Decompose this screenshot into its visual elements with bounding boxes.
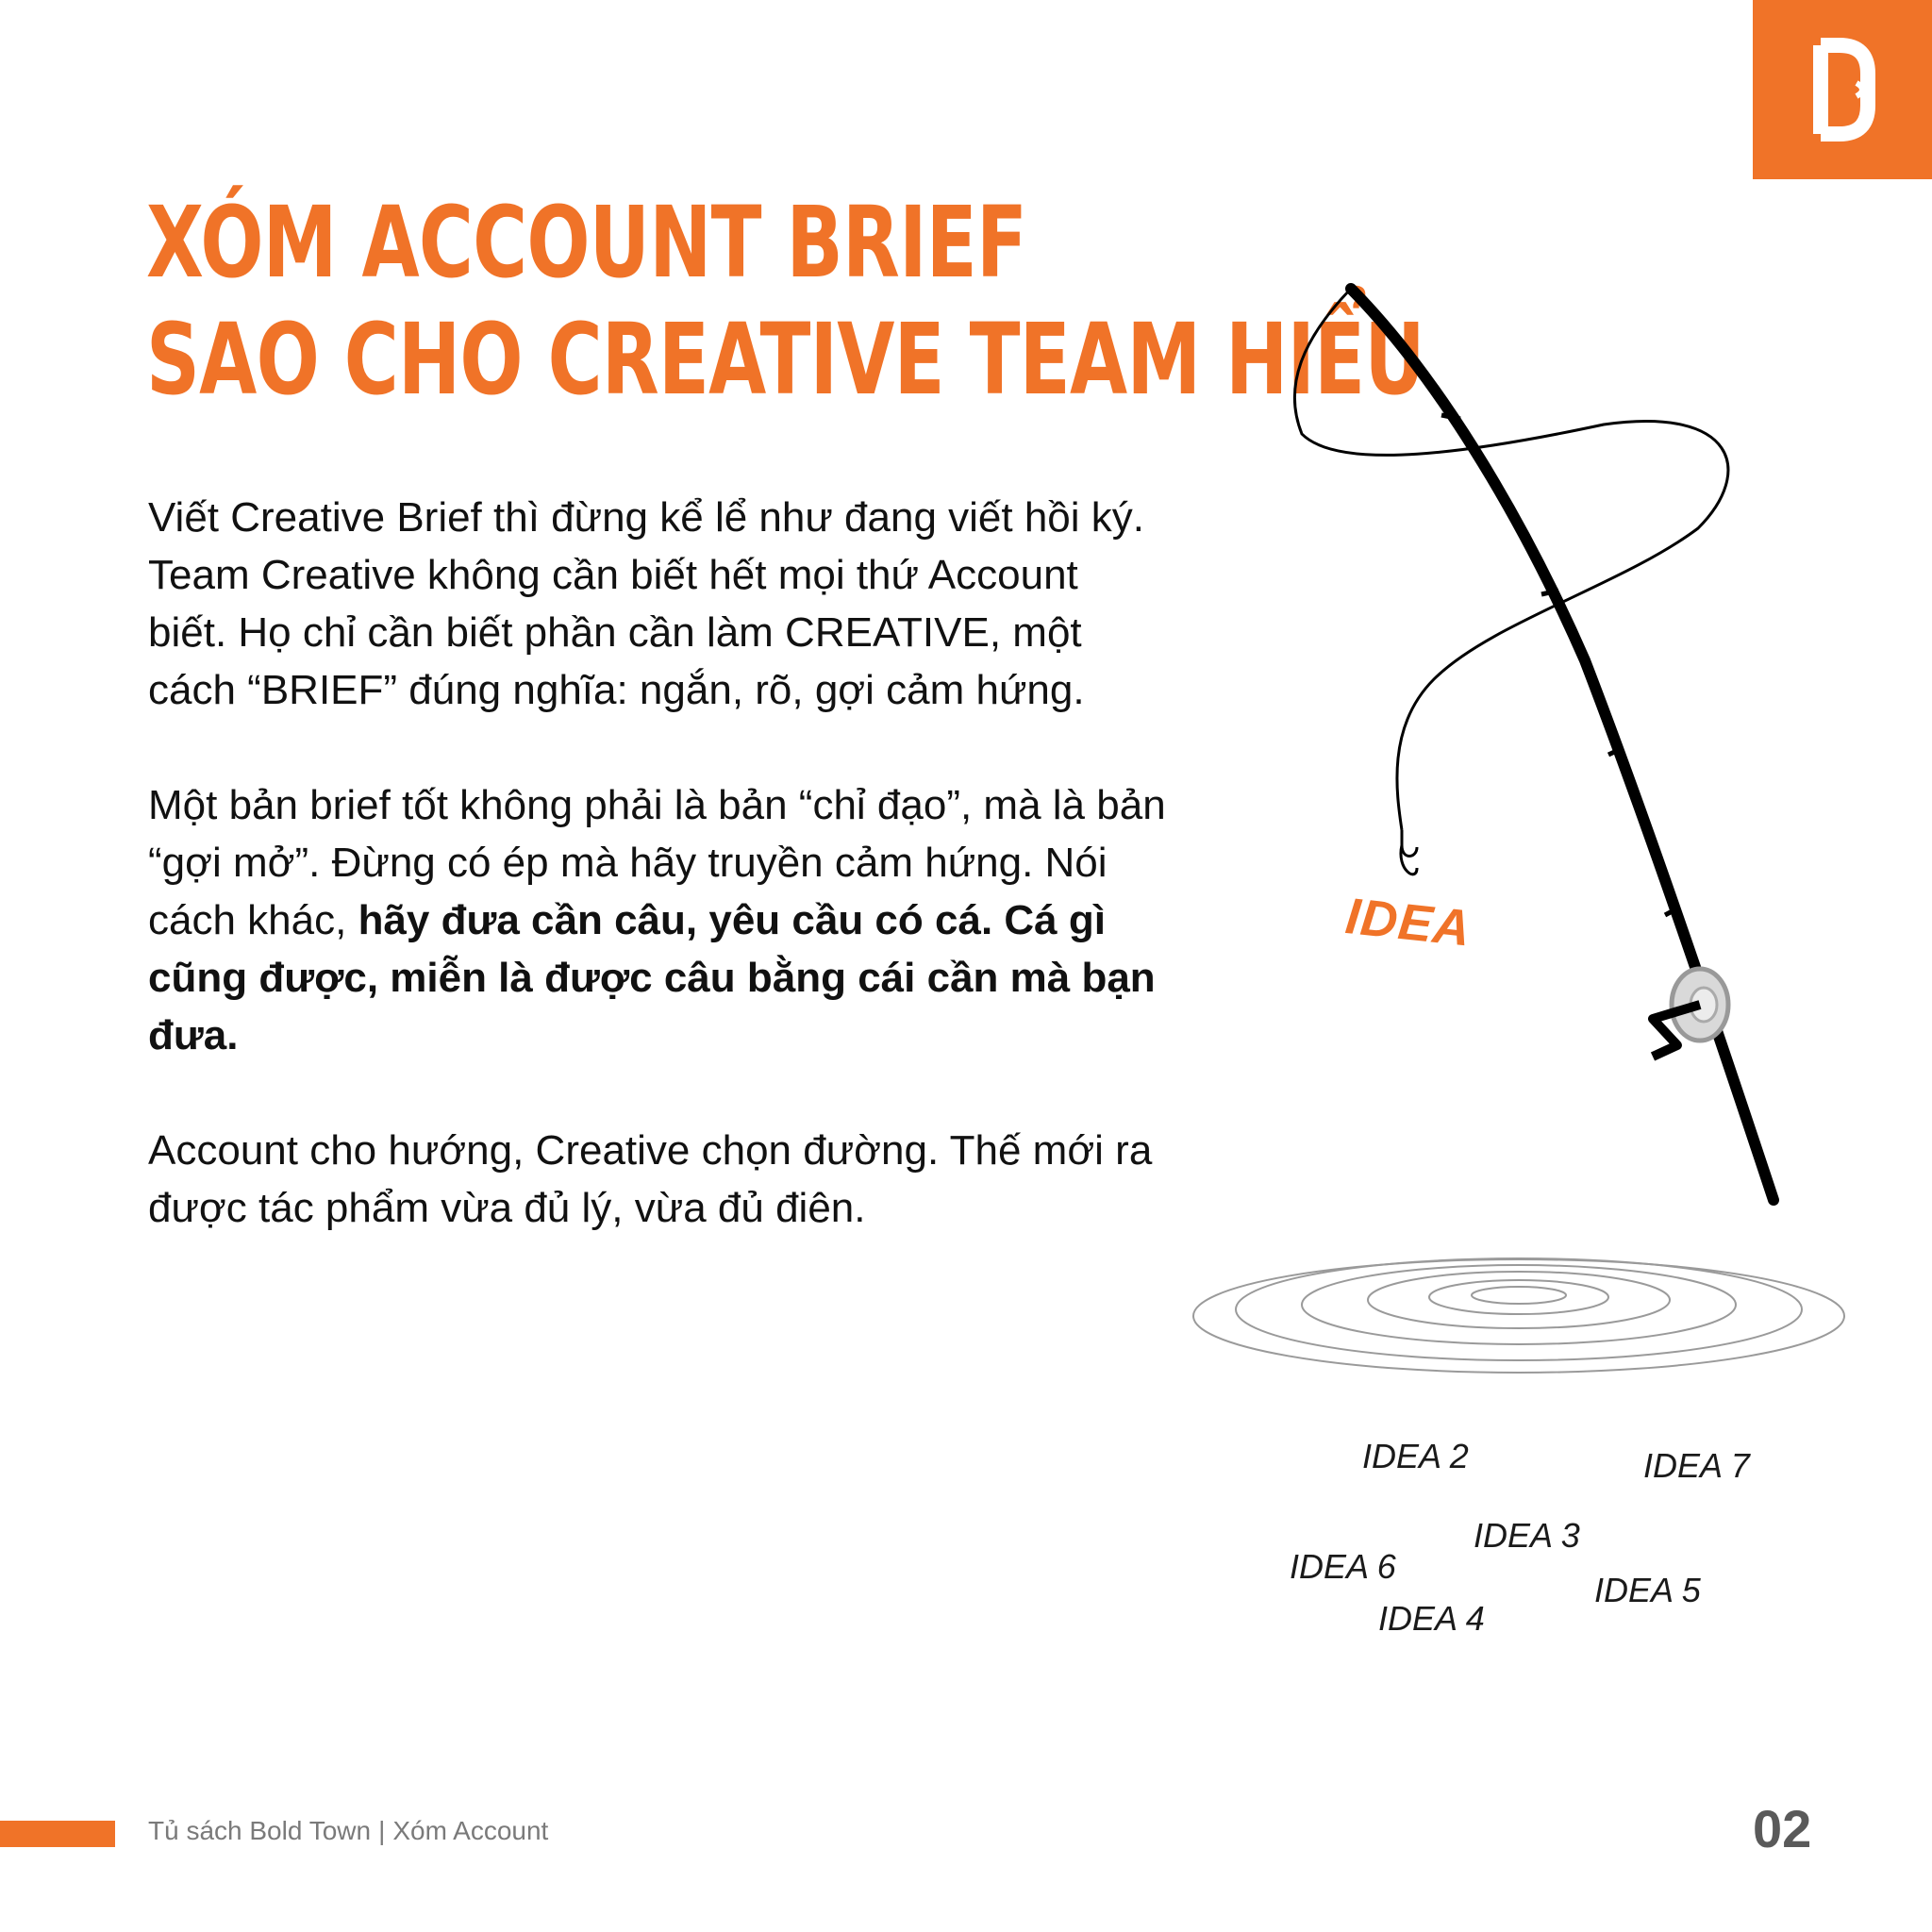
paragraph-2 [148,776,1167,1064]
idea-label-2: IDEA 2 [1362,1437,1469,1475]
paragraph-1: Viết Creative Brief thì đừng kể lể như đang viết hồi ký. Team Creative không cần biết hết mọi thứ Account biết. Họ chỉ cần biết phần cần làm CREATIVE, một cách “BRIEF” đúng nghĩa: ngắn, rõ, gợi cảm hứng. [148,494,1144,713]
page-number: 02 [1753,1799,1812,1858]
fishing-rod-icon [1170,264,1887,1660]
paragraph-2-plain: Một bản brief tốt không phải là bản “chỉ đạo”, mà là bản “gợi mở”. Đừng có ép mà hãy truyền cảm hứng. Nói cách khác, [148,782,1166,943]
title-line-2: SAO CHO CREATIVE TEAM HIỂU [146,302,1424,417]
idea-label-6: IDEA 6 [1290,1547,1396,1586]
idea-label-7: IDEA 7 [1643,1446,1750,1485]
footer-section: Xóm Account [392,1816,549,1845]
paragraph-3: Account cho hướng, Creative chọn đường. Thế mới ra được tác phẩm vừa đủ lý, vừa đủ điên. [148,1127,1153,1231]
footer-separator: | [378,1816,386,1845]
idea-label-3: IDEA 3 [1474,1516,1580,1555]
footer-book: Tủ sách Bold Town [148,1816,372,1845]
body-text [148,489,1167,1237]
idea-label-5: IDEA 5 [1594,1571,1701,1609]
title-line-1: XÓM ACCOUNT BRIEF [146,185,1027,300]
footer-accent-bar [0,1821,115,1847]
water-ripple-icon [1193,1258,1844,1373]
idea-label-4: IDEA 4 [1378,1599,1485,1638]
hook-idea-label: IDEA [1342,887,1474,958]
footer-caption [148,1816,548,1846]
paragraph-2-bold: hãy đưa cần câu, yêu cầu có cá. Cá gì cũng được, miễn là được câu bằng cái cần mà bạn đưa. [148,897,1156,1058]
bold-town-logo-icon [1753,0,1932,179]
